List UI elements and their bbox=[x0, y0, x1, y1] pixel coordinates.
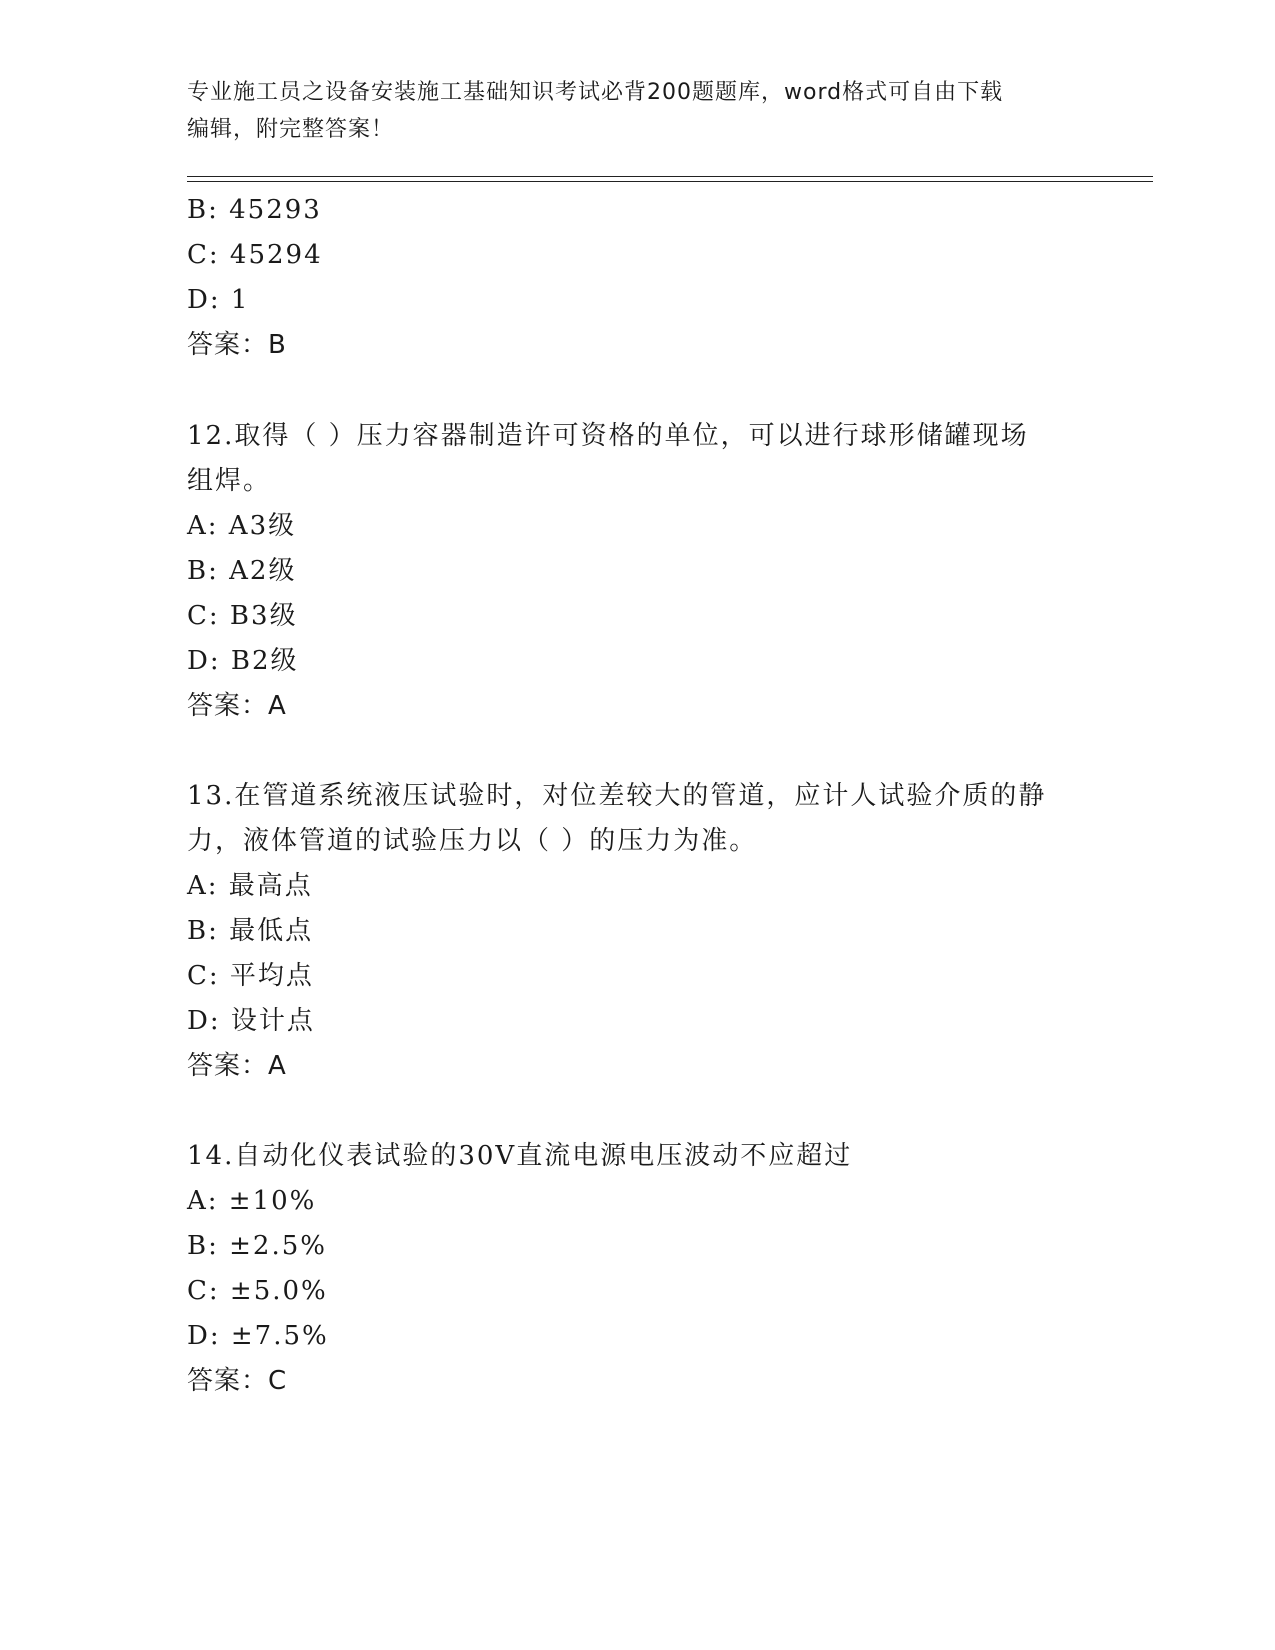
question-13-answer: 答案：A bbox=[187, 1051, 287, 1081]
question-12-option-c: C: B3级 bbox=[187, 601, 298, 631]
question-12-option-a: A: A3级 bbox=[187, 511, 297, 541]
question-13-stem-line-2: 力，液体管道的试验压力以（ ）的压力为准。 bbox=[187, 826, 758, 856]
question-11-option-c: C: 45294 bbox=[187, 240, 323, 270]
question-14-option-d: D: ±7.5% bbox=[187, 1321, 329, 1351]
question-14-option-b: B: ±2.5% bbox=[187, 1231, 327, 1261]
header-title-line-1: 专业施工员之设备安装施工基础知识考试必背200题题库，word格式可自由下载 bbox=[187, 80, 1004, 105]
question-14-option-c: C: ±5.0% bbox=[187, 1276, 328, 1306]
question-12-stem-line-2: 组焊。 bbox=[187, 466, 272, 496]
question-11-option-b: B: 45293 bbox=[187, 195, 322, 225]
question-13-option-b: B: 最低点 bbox=[187, 916, 314, 946]
question-14-answer: 答案：C bbox=[187, 1366, 288, 1396]
question-11-answer: 答案：B bbox=[187, 330, 287, 360]
document-header bbox=[187, 74, 1087, 148]
question-11-option-d: D: 1 bbox=[187, 285, 250, 315]
question-14-stem-line-1: 14.自动化仪表试验的30V直流电源电压波动不应超过 bbox=[187, 1141, 853, 1171]
question-12-option-d: D: B2级 bbox=[187, 646, 299, 676]
question-12-answer: 答案：A bbox=[187, 691, 287, 721]
question-12-stem-line-1: 12.取得（ ）压力容器制造许可资格的单位，可以进行球形储罐现场 bbox=[187, 421, 1029, 451]
header-divider-top bbox=[187, 176, 1153, 177]
question-13-stem-line-1: 13.在管道系统液压试验时，对位差较大的管道，应计人试验介质的静 bbox=[187, 781, 1047, 811]
header-title-line-2: 编辑，附完整答案！ bbox=[187, 117, 395, 142]
question-14-option-a: A: ±10% bbox=[187, 1186, 317, 1216]
question-13-option-c: C: 平均点 bbox=[187, 961, 314, 991]
question-13-option-d: D: 设计点 bbox=[187, 1006, 315, 1036]
question-13-option-a: A: 最高点 bbox=[187, 871, 313, 901]
question-12-option-b: B: A2级 bbox=[187, 556, 297, 586]
header-divider-bottom bbox=[187, 181, 1153, 182]
